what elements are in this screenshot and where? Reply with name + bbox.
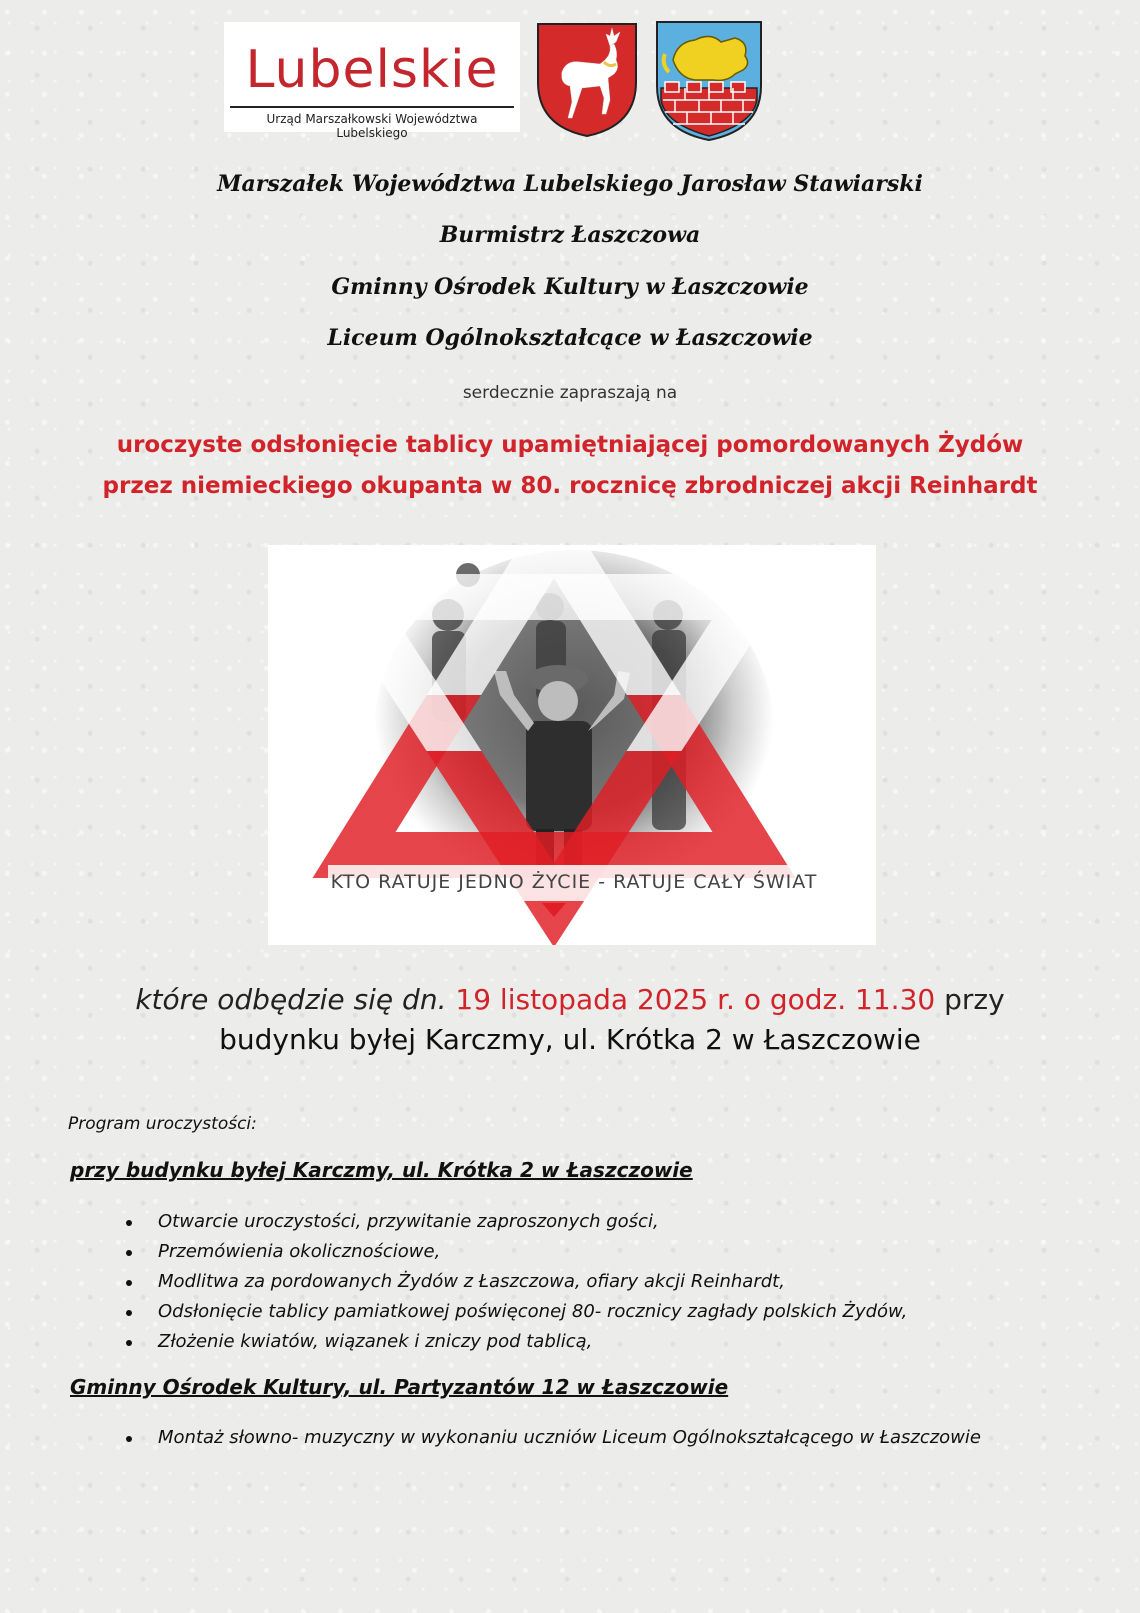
list-item: Montaż słowno- muzyczny w wykonaniu uczniów Liceum Ogólnokształcącego w Łaszczowie: [110, 1423, 981, 1453]
event-title-line-1: uroczyste odsłonięcie tablicy upamiętniającej pomordowanych Żydów: [116, 432, 1024, 458]
list-item: Przemówienia okolicznościowe,: [110, 1237, 907, 1267]
organizer-culture-center: Gminny Ośrodek Kultury w Łaszczowie: [331, 274, 809, 300]
lublin-voivodeship-coat-of-arms: [536, 22, 638, 138]
invite-line: serdecznie zapraszają na: [462, 383, 678, 403]
list-item: Otwarcie uroczystości, przywitanie zaproszonych gości,: [110, 1207, 907, 1237]
program-section-2-heading: Gminny Ośrodek Kultury, ul. Partyzantów 12 w Łaszczowie: [70, 1375, 729, 1399]
event-date-line: [0, 983, 1140, 1016]
organizer-high-school: Liceum Ogólnokształcące w Łaszczowie: [327, 325, 813, 351]
organizer-marshal: Marszałek Województwa Lubelskiego Jarosław Stawiarski: [217, 171, 923, 197]
program-label: Program uroczystości:: [68, 1114, 257, 1134]
list-item: Modlitwa za pordowanych Żydów z Łaszczowa, ofiary akcji Reinhardt,: [110, 1267, 907, 1297]
event-after: przy: [944, 983, 1005, 1016]
memorial-star-image: [268, 545, 876, 945]
laszczow-coat-of-arms: [655, 20, 763, 142]
event-title-line-2: przez niemieckiego okupanta w 80. rocznicę zbrodniczej akcji Reinhardt: [102, 473, 1038, 499]
event-place: budynku byłej Karczmy, ul. Krótka 2 w Łaszczowie: [219, 1023, 921, 1056]
list-item: Odsłonięcie tablicy pamiatkowej poświęconej 80- rocznicy zagłady polskich Żydów,: [110, 1297, 907, 1327]
program-section-1-list: [110, 1207, 907, 1357]
event-intro: które odbędzie się dn.: [135, 983, 447, 1016]
program-section-2-list: [110, 1423, 981, 1453]
image-caption: KTO RATUJE JEDNO ŻYCIE - RATUJE CAŁY ŚWIAT: [330, 871, 818, 893]
event-datetime: 19 listopada 2025 r. o godz. 11.30: [455, 983, 936, 1016]
list-item: Złożenie kwiatów, wiązanek i zniczy pod tablicą,: [110, 1327, 907, 1357]
lubelskie-logo: [224, 22, 520, 140]
organizer-mayor: Burmistrz Łaszczowa: [439, 222, 701, 248]
logo-rule: [230, 106, 514, 108]
program-section-1-heading: przy budynku byłej Karczmy, ul. Krótka 2 w Łaszczowie: [70, 1158, 693, 1182]
logo-subtitle: Urząd Marszałkowski Województwa Lubelskiego: [266, 112, 478, 140]
logo-word: Lubelskie: [245, 40, 499, 100]
brick-wall-icon: [661, 82, 757, 136]
